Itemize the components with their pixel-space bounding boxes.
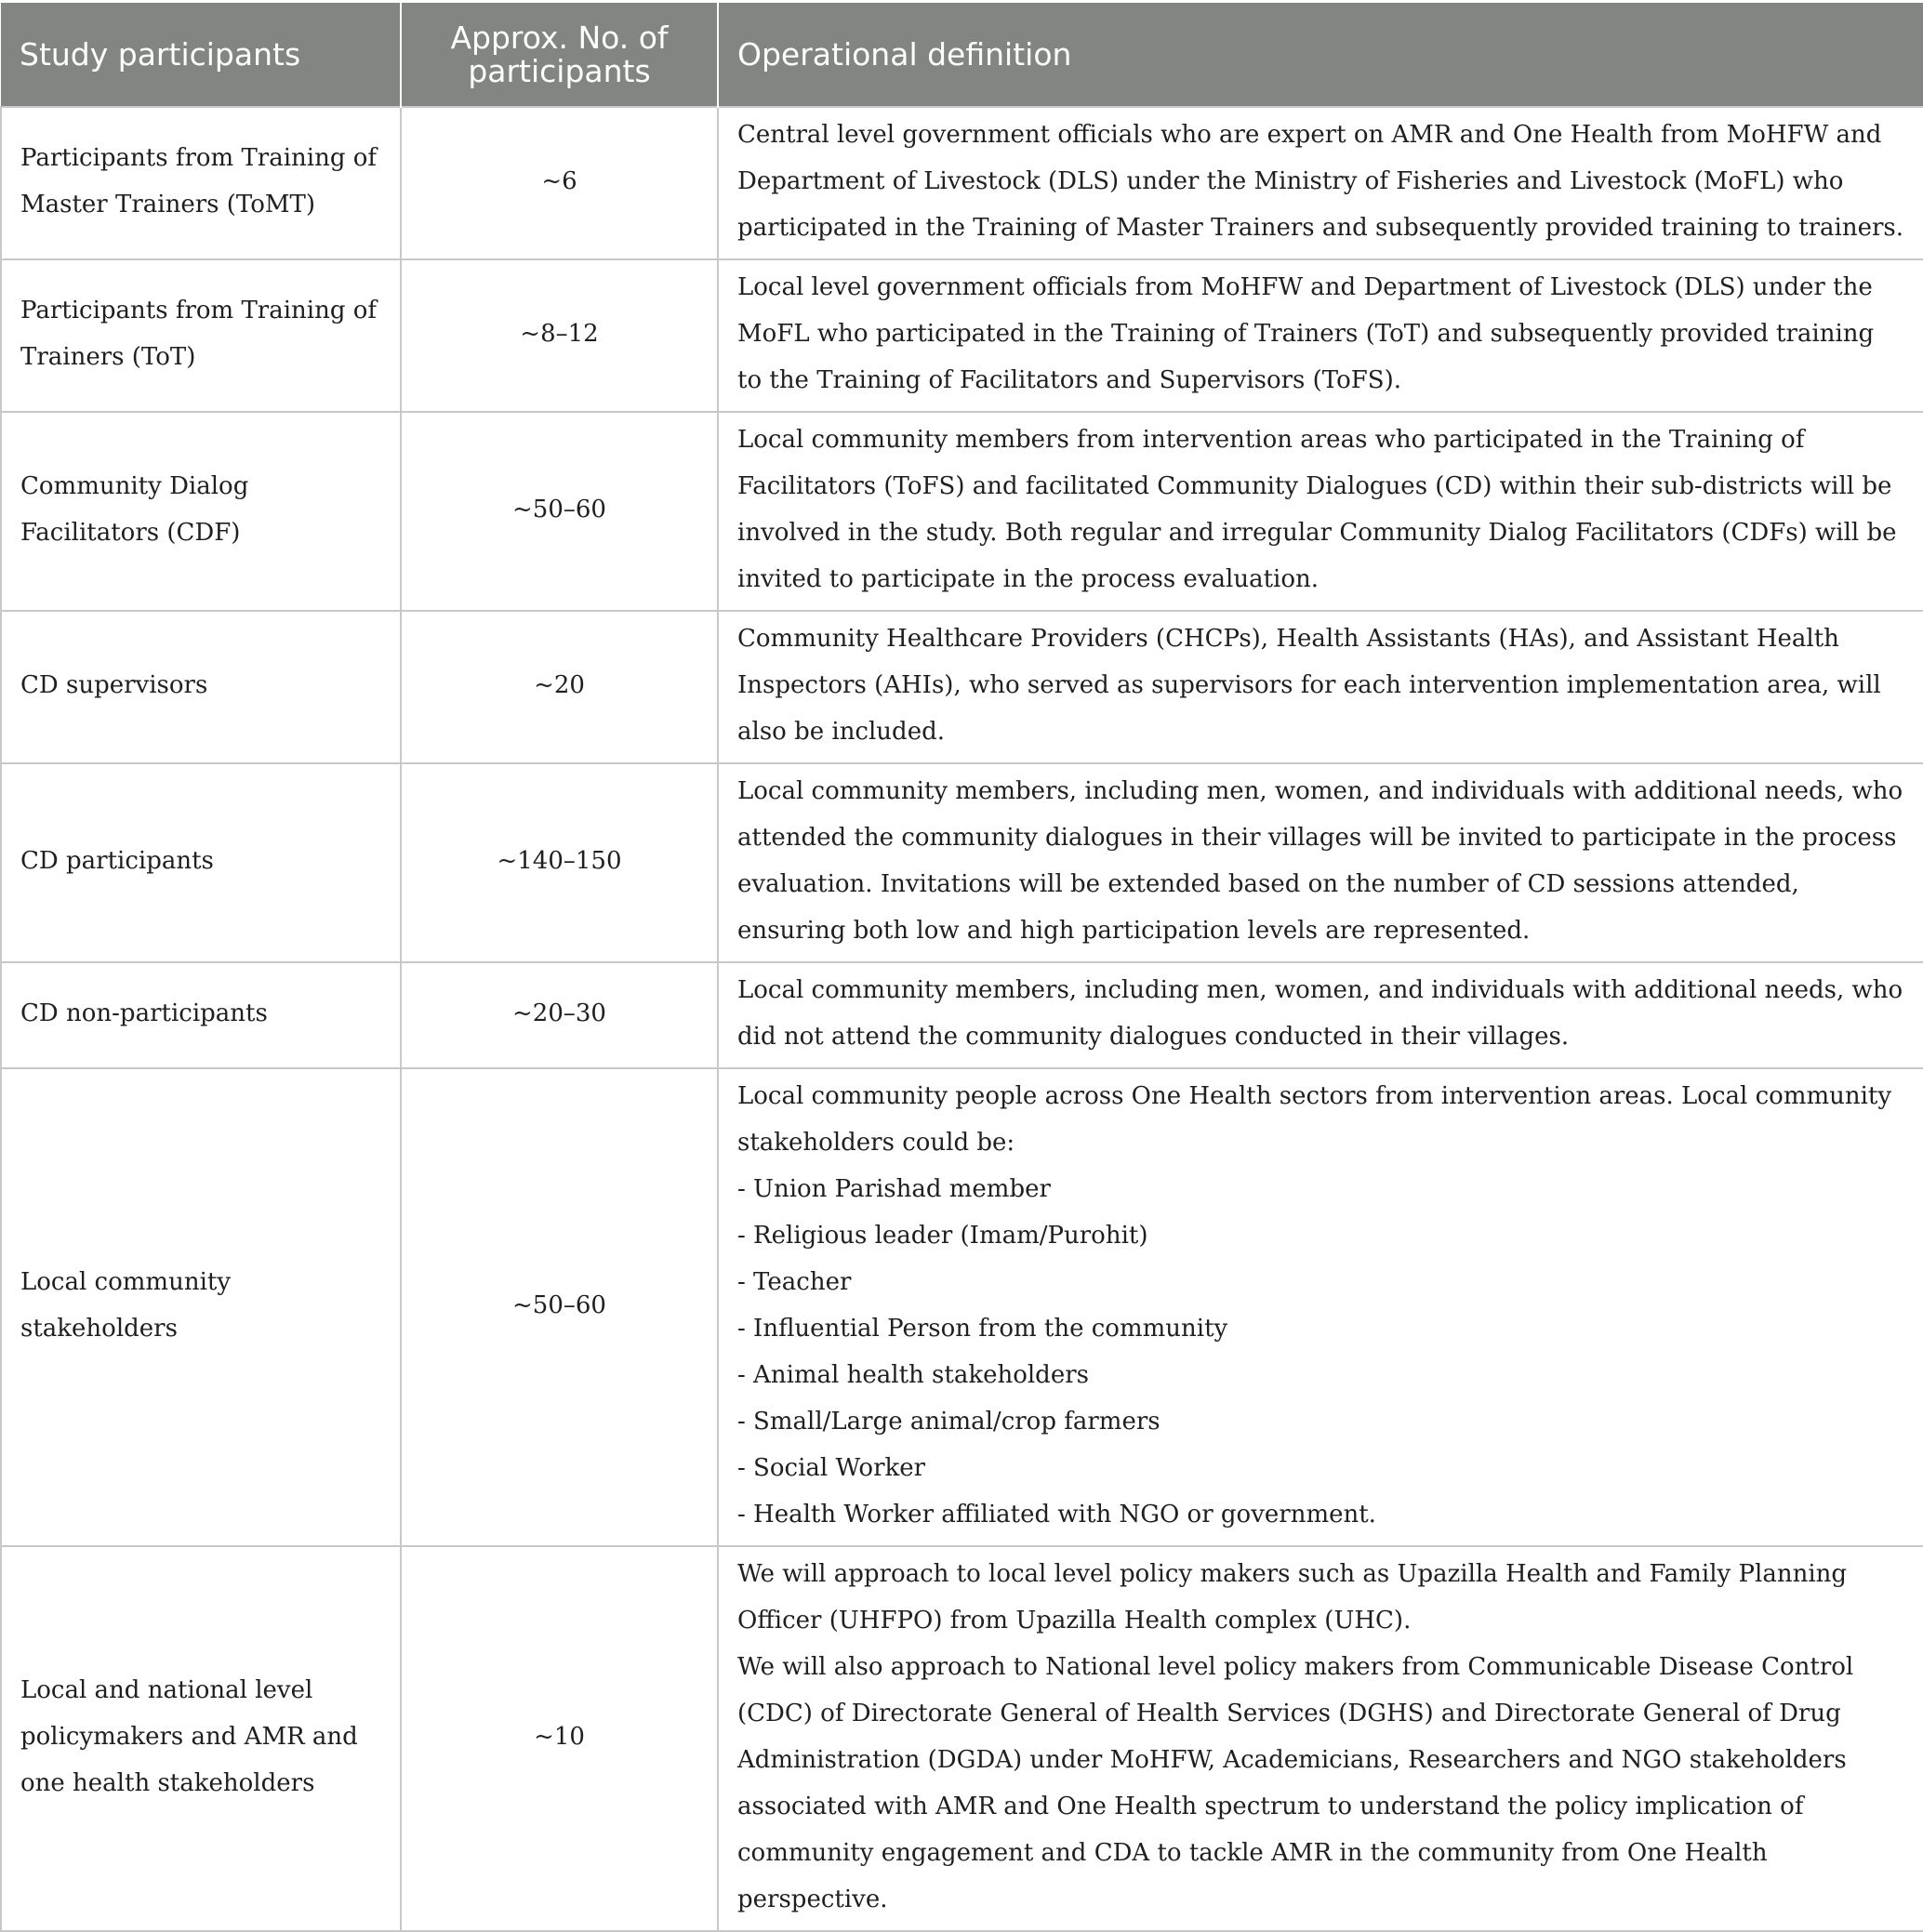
approx-number-cell: ~50–60 [401,1068,718,1546]
definition-cell [718,412,1923,611]
header-operational-definition: Operational definition [718,3,1923,107]
definition-line: - Small/Large animal/crop farmers [737,1408,1160,1436]
definition-line: Local community members, including men, women, and individuals with additional needs, who attended the community dialogues in their villages will be invited to participate in the process evaluation. Invitations will be extended based on the number of CD sessions attended, ensuring both low and high participation levels are represented. [737,777,1903,945]
definition-line: Central level government officials who are expert on AMR and One Health from MoHFW and Department of Livestock (DLS) under the Ministry of Fisheries and Livestock (MoFL) who participated in the Training of Master Trainers and subsequently provided training to trainers. [737,121,1904,242]
header-approx-number: Approx. No. of participants [401,3,718,107]
participant-cell: CD non-participants [1,962,401,1068]
definition-cell [718,1546,1923,1931]
participant-cell: Local and national level policymakers and AMR and one health stakeholders [1,1546,401,1931]
table-row [1,611,1923,763]
participant-cell: Community Dialog Facilitators (CDF) [1,412,401,611]
definition-cell [718,611,1923,763]
approx-number-cell: ~8–12 [401,259,718,412]
definition-cell [718,1068,1923,1546]
definition-line: - Union Parishad member [737,1175,1051,1203]
definition-cell [718,763,1923,962]
definition-line: Local community people across One Health sectors from intervention areas. Local community stakeholders could be: [737,1082,1892,1157]
approx-number-cell: ~50–60 [401,412,718,611]
definition-cell [718,259,1923,412]
definition-line: Local community members, including men, women, and individuals with additional needs, who did not attend the community dialogues conducted in their villages. [737,976,1903,1051]
table-body [1,107,1923,1931]
table-row [1,259,1923,412]
definition-line: We will also approach to National level policy makers from Communicable Disease Control (CDC) of Directorate General of Health Services (DGHS) and Directorate General of Drug Administration (DGDA) under MoHFW, Academicians, Researchers and NGO stakeholders associated with AMR and One Health spectrum to understand the policy implication of community engagement and CDA to tackle AMR in the community from One Health perspective. [737,1653,1854,1913]
participant-cell: Local community stakeholders [1,1068,401,1546]
definition-line: Community Healthcare Providers (CHCPs), Health Assistants (HAs), and Assistant Health Inspectors (AHIs), who served as supervisors for each intervention implementation area, will also be included. [737,625,1881,746]
definition-line: Local level government officials from MoHFW and Department of Livestock (DLS) under the MoFL who participated in the Training of Trainers (ToT) and subsequently provided training to the Training of Facilitators and Supervisors (ToFS). [737,273,1875,394]
study-participants-table [0,3,1923,1932]
approx-number-cell: ~10 [401,1546,718,1931]
definition-line: - Health Worker affiliated with NGO or government. [737,1501,1376,1528]
definition-line: We will approach to local level policy makers such as Upazilla Health and Family Planning Officer (UHFPO) from Upazilla Health complex (UHC). [737,1560,1848,1634]
table-row [1,1546,1923,1931]
table-row [1,763,1923,962]
participant-cell: CD participants [1,763,401,962]
header-study-participants: Study participants [1,3,401,107]
table-header [1,3,1923,107]
definition-line: - Teacher [737,1268,852,1296]
definition-line: - Social Worker [737,1454,926,1482]
table-row [1,1068,1923,1546]
definition-cell [718,962,1923,1068]
table-row [1,107,1923,259]
definition-cell [718,107,1923,259]
participant-cell: Participants from Training of Master Trainers (ToMT) [1,107,401,259]
table-row [1,962,1923,1068]
approx-number-cell: ~20–30 [401,962,718,1068]
header-row [1,3,1923,107]
approx-number-cell: ~20 [401,611,718,763]
participant-cell: Participants from Training of Trainers (ToT) [1,259,401,412]
definition-line: Local community members from intervention areas who participated in the Training of Facilitators (ToFS) and facilitated Community Dialogues (CD) within their sub-districts will be involved in the study. Both regular and irregular Community Dialog Facilitators (CDFs) will be invited to participate in the process evaluation. [737,426,1897,593]
definition-line: - Influential Person from the community [737,1315,1228,1343]
definition-line: - Animal health stakeholders [737,1361,1089,1389]
table-row [1,412,1923,611]
approx-number-cell: ~140–150 [401,763,718,962]
approx-number-cell: ~6 [401,107,718,259]
definition-line: - Religious leader (Imam/Purohit) [737,1222,1148,1250]
participant-cell: CD supervisors [1,611,401,763]
